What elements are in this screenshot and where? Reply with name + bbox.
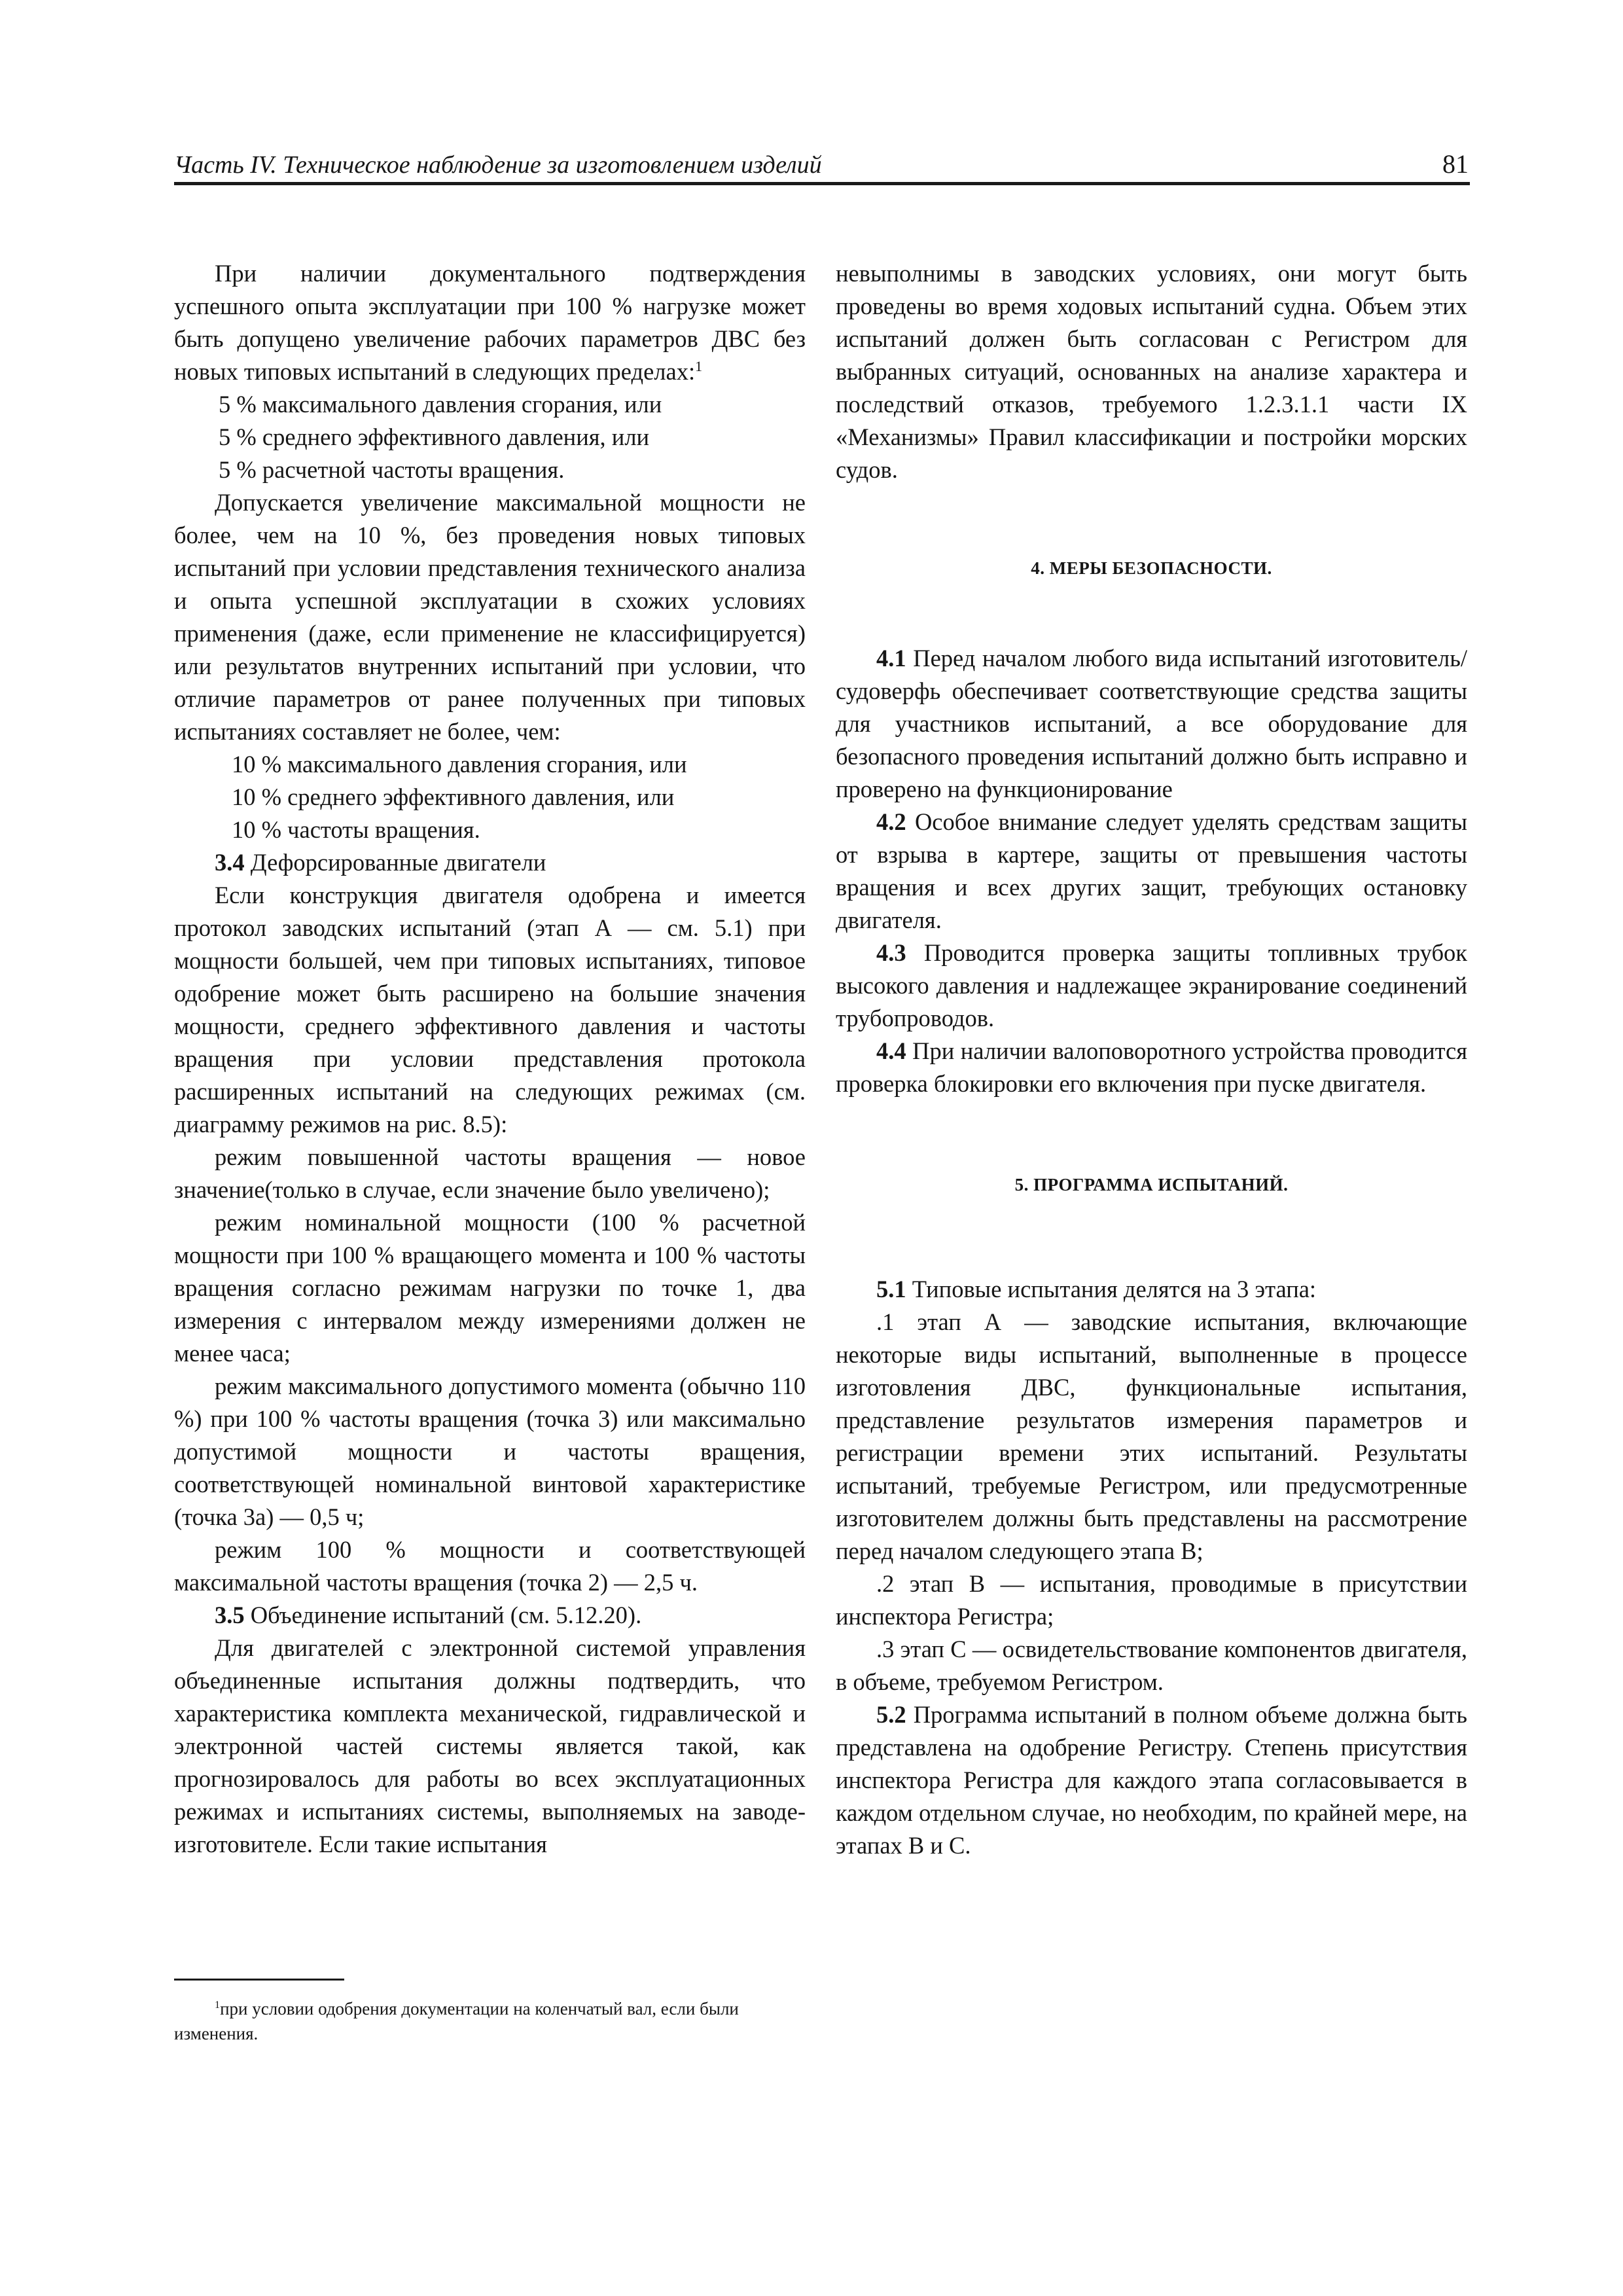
list-item: 10 % максимального давления сгорания, или bbox=[232, 751, 687, 778]
list-item: режим максимального допустимого момента (обычно 110 %) при 100 % частоты вращения (точка 3) или максимально допустимой мощности и частоты вращения, соответствующей номинальной винтовой характеристике (точка 3а) — 0,5 ч; bbox=[174, 1372, 806, 1530]
paragraph: 4.3 Проводится проверка защиты топливных трубок высокого давления и надлежащее экранирование соединений трубопроводов. bbox=[836, 939, 1468, 1031]
page-number: 81 bbox=[1442, 149, 1469, 179]
paragraph: Для двигателей с электронной системой управления объединенные испытания должны подтвердить, что характеристика комплекта механической, гидравлической и электронной частей системы является такой, как прогнозировалось для работы во всех эксплуатационных режимах и испытаниях системы, выполняемых на заводе-изготовителе. Если такие испытания bbox=[174, 1634, 806, 1857]
footnote-divider bbox=[174, 1979, 344, 1981]
footnote-ref: 1 bbox=[695, 357, 703, 374]
section-heading: 4. МЕРЫ БЕЗОПАСНОСТИ. bbox=[1031, 558, 1272, 578]
left-column bbox=[174, 257, 806, 1861]
list-item: 10 % частоты вращения. bbox=[232, 816, 480, 843]
list-item: 10 % среднего эффективного давления, или bbox=[232, 783, 675, 810]
list-item: 5 % максимального давления сгорания, или bbox=[219, 391, 662, 418]
list-item: режим повышенной частоты вращения — новое значение(только в случае, если значение было увеличено); bbox=[174, 1143, 806, 1203]
list-item: .2 этап В — испытания, проводимые в присутствии инспектора Регистра; bbox=[836, 1570, 1467, 1630]
list-item: 5 % среднего эффективного давления, или bbox=[219, 423, 650, 450]
header-title: Часть IV. Техническое наблюдение за изготовлением изделий bbox=[174, 151, 822, 179]
footnote-mark: 1 bbox=[215, 1999, 221, 2011]
paragraph: 4.1 Перед началом любого вида испытаний изготовитель/судоверфь обеспечивает соответствующие средства защиты для участников испытаний, а все оборудование для безопасного проведения испытаний должно быть исправно и проверено на функционирование bbox=[836, 645, 1468, 802]
paragraph: 4.2 Особое внимание следует уделять средствам защиты от взрыва в картере, защиты от превышения частоты вращения и всех других защит, требующих остановку двигателя. bbox=[836, 808, 1468, 933]
list-item: 5 % расчетной частоты вращения. bbox=[219, 456, 565, 483]
footnote bbox=[174, 1996, 802, 2046]
subsection-heading: 3.4 Дефорсированные двигатели bbox=[215, 849, 546, 876]
subsection-heading: 3.5 Объединение испытаний (см. 5.12.20). bbox=[215, 1602, 642, 1628]
paragraph: 5.2 Программа испытаний в полном объеме должна быть представлена на одобрение Регистру. Степень присутствия инспектора Регистра для каждого этапа согласовывается в каждом отдельном случае, но необходим, по крайней мере, на этапах В и С. bbox=[836, 1701, 1467, 1859]
list-item: .1 этап А — заводские испытания, включающие некоторые виды испытаний, выполненные в процессе изготовления ДВС, функциональные испытания, представление результатов измерения параметров и регистрации времени этих испытаний. Результаты испытаний, требуемые Регистром, или предусмотренные изготовителем должны быть представлены на рассмотрение перед началом следующего этапа В; bbox=[836, 1308, 1467, 1564]
list-item: режим 100 % мощности и соответствующей максимальной частоты вращения (точка 2) — 2,5 ч. bbox=[174, 1536, 806, 1596]
footnote-text: при условии одобрения документации на коленчатый вал, если были изменения. bbox=[174, 1999, 739, 2043]
paragraph: Если конструкция двигателя одобрена и имеется протокол заводских испытаний (этап А — см. 5.1) при мощности большей, чем при типовых испытаниях, типовое одобрение может быть расширено на большие значения мощности, среднего эффективного давления и частоты вращения при условии представления протокола расширенных испытаний на следующих режимах (см. диаграмму режимов на рис. 8.5): bbox=[174, 882, 806, 1138]
list-item: режим номинальной мощности (100 % расчетной мощности при 100 % вращающего момента и 100 % частоты вращения согласно режимам нагрузки по точке 1, два измерения с интервалом между измерениями должен не менее часа; bbox=[174, 1209, 806, 1367]
right-column bbox=[836, 257, 1467, 1862]
paragraph: 5.1 Типовые испытания делятся на 3 этапа: bbox=[876, 1276, 1317, 1302]
paragraph: невыполнимы в заводских условиях, они могут быть проведены во время ходовых испытаний судна. Объем этих испытаний должен быть согласован с Регистром для выбранных ситуаций, основанных на анализе характера и последствий отказов, требуемого 1.2.3.1.1 части IX «Механизмы» Правил классификации и постройки морских судов. bbox=[836, 260, 1467, 483]
paragraph: При наличии документального подтверждения успешного опыта эксплуатации при 100 % нагрузке может быть допущено увеличение рабочих параметров ДВС без новых типовых испытаний в следующих пределах:$^1$ bbox=[174, 260, 806, 385]
paragraph: Допускается увеличение максимальной мощности не более, чем на 10 %, без проведения новых типовых испытаний при условии представления технического анализа и опыта успешной эксплуатации в схожих условиях применения (даже, если применение не классифицируется) или результатов внутренних испытаний при условии, что отличие параметров от ранее полученных при типовых испытаниях составляет не более, чем: bbox=[174, 489, 806, 745]
running-header bbox=[174, 143, 1470, 185]
paragraph: 4.4 При наличии валоповоротного устройства проводится проверка блокировки его включения при пуске двигателя. bbox=[836, 1037, 1467, 1097]
section-heading: 5. ПРОГРАММА ИСПЫТАНИЙ. bbox=[1014, 1175, 1289, 1194]
list-item: .3 этап С — освидетельствование компонентов двигателя, в объеме, требуемом Регистром. bbox=[836, 1636, 1467, 1695]
